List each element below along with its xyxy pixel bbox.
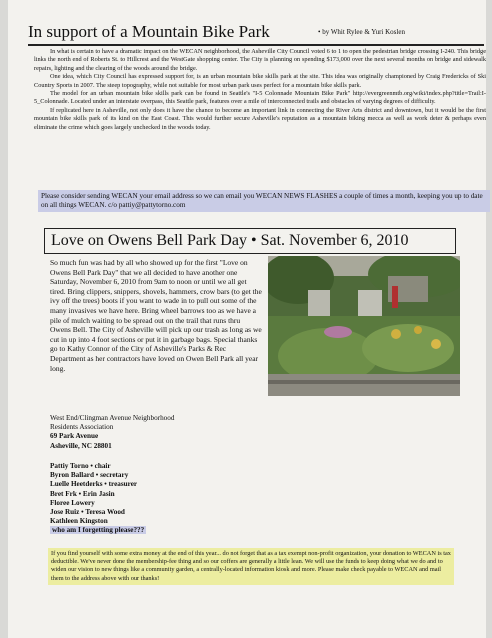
- article1-title: In support of a Mountain Bike Park: [28, 22, 270, 41]
- officer-item: Bret Frk • Erin Jasin: [50, 489, 115, 498]
- article1-paragraph: If replicated here in Asheville, not only does it have the chance to become an important link in connecting the River Arts district and downtown, but it would be the first mountain bike skills park of its kind on the East Coast. This would further secure Asheville's reputation as a mountain biking mecca as well as work deter & perhaps even eliminate the crime which goes largely unchecked in the woods today.: [34, 106, 486, 131]
- officer-list: [50, 462, 290, 536]
- officer-item: Floree Lowery: [50, 498, 95, 507]
- article1-byline: • by Whit Rylee & Yuri Koslen: [318, 28, 405, 36]
- article1-paragraph: In what is certain to have a dramatic impact on the WECAN neighborhood, the Asheville City Council voted 6 to 1 to open the pedestrian bridge crossing I-240. This bridge links the north end of Roberts St. to Hillcrest and the WestGate shopping center. The City is planning on spending $173,000 over the next several months on bridge and sidewalk repairs, lighting and the clearing of the woods around the bridge.: [34, 48, 486, 72]
- officer-item: Kathleen Kingston: [50, 517, 108, 526]
- article1-paragraph: One idea, which City Council has expressed support for, is an urban mountain bike skills park at the site. This idea was originally championed by Craig Fredericks of Ski Country Sports in 2007. The steep topography, while not suitable for most urban park uses perfect for a mountain bike skills park.: [34, 73, 486, 89]
- officer-item: Luelle Heetderks • treasurer: [50, 480, 138, 489]
- org-address: [50, 414, 270, 451]
- forgetting-note: who am I forgetting please???: [52, 526, 145, 535]
- article1-paragraph: The model for an urban mountain bike skills park can be found in Seattle's "I-5 Colonnade Mountain Bike Park" http://evergreenmtb.org/wiki/index.php?title=Trail:I-5_Colonnade. Located under an interstate overpass, this Seattle park, features over a mile of interconnected trails and obstacles of varying degrees of difficulty.: [34, 90, 486, 106]
- article2-title: Love on Owens Bell Park Day • Sat. November 6, 2010: [51, 232, 409, 249]
- donation-notice: If you find yourself with some extra money at the end of this year... do not forget that as a tax exempt non-profit organization, your donation to WECAN is tax deductible. We've never done the membership-fee thing and so our coffers are generally a little lean. We will use the funds to keep doing what we do and to widen our vision to new things like a community garden, a centrally-located information kiosk and more. Please make check payable to WECAN and mail them to the address above with our thanks!: [48, 548, 454, 585]
- article1-body: [34, 48, 486, 132]
- org-name-line1: West End/Clingman Avenue Neighborhood: [50, 414, 175, 422]
- officer-item: Jose Ruiz • Teresa Wood: [50, 508, 125, 517]
- park-photo: [268, 256, 460, 396]
- officer-item: Byron Ballard • secretary: [50, 471, 129, 480]
- org-address-city: Asheville, NC 28801: [50, 441, 112, 450]
- article2-body: So much fun was had by all who showed up for the first "Love on Owens Bell Park Day" that we all decided to have another one Saturday, November 6, 2010 from 9am to noon or until we all get tired. Bring clippers, snippers, shovels, hammers, crow bars (to get the ivy off the trees) boots if you want to wade in to pull out some of the many invasives we have here. Bring wheel barrows too as we have a pile of mulch waiting to be spread out on the trail that runs thru Owens Bell. The City of Asheville will pick up our trash as long as we cut in up into 4 foot sections or put it in garbage bags. Special thanks go to Kathy Connor of the City of Asheville's Parks & Rec Department as her contractors have loved on Owen Bell Park all year long.: [50, 258, 262, 373]
- org-name-line2: Residents Association: [50, 423, 114, 432]
- email-notice: Please consider sending WECAN your email address so we can email you WECAN NEWS FLASHES a couple of times a month, keeping you up to date on all things WECAN. c/o pattiy@pattytorno.com: [38, 190, 490, 212]
- newsletter-page: [8, 0, 486, 638]
- article2-header: [44, 228, 456, 254]
- park-photo-image: [268, 256, 460, 396]
- article1-header: [28, 22, 484, 46]
- org-address-street: 69 Park Avenue: [50, 432, 99, 441]
- officer-item: Pattiy Torno • chair: [50, 462, 111, 470]
